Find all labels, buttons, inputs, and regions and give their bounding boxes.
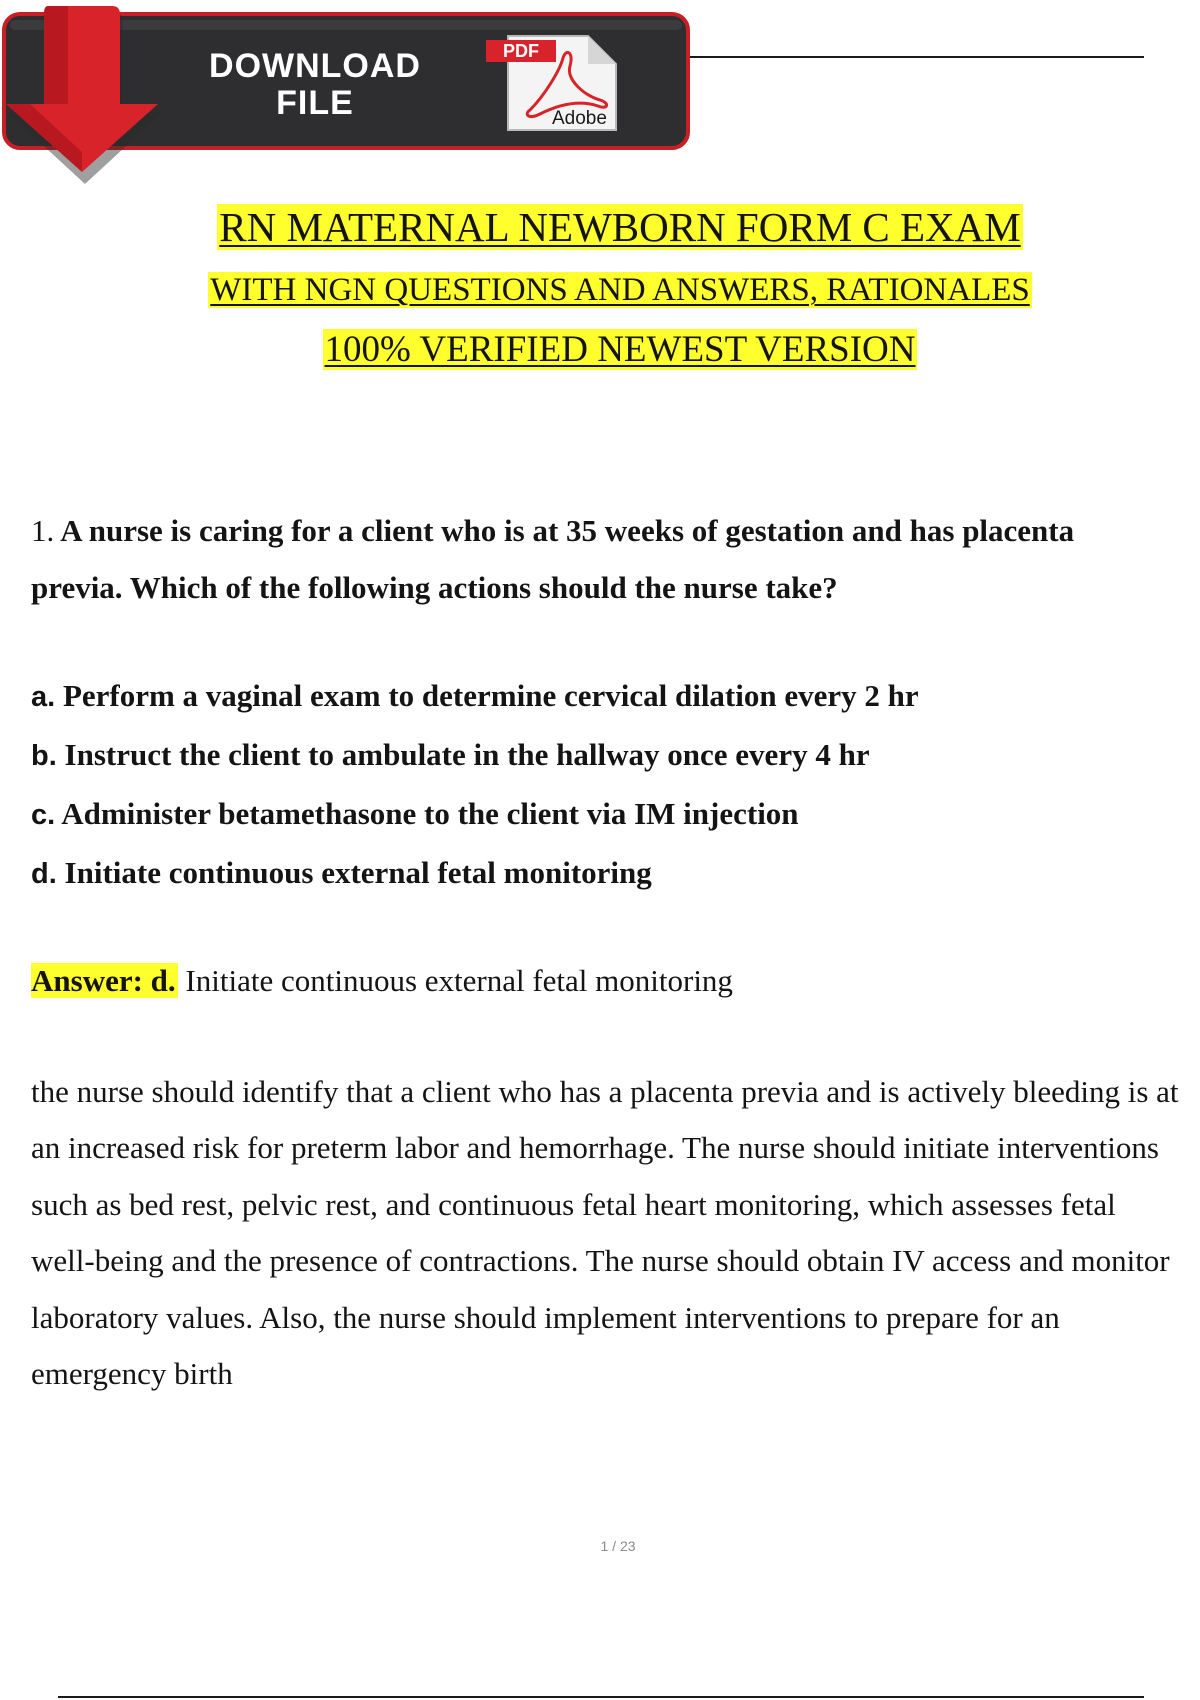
option-text: Instruct the client to ambulate in the hallway once every 4 hr	[64, 737, 870, 772]
option-letter: a.	[31, 681, 56, 713]
option-text: Initiate continuous external fetal monitoring	[64, 855, 652, 890]
option-d	[31, 844, 1151, 903]
page-indicator: 1 / 23	[600, 1538, 636, 1554]
footer-rule	[58, 1696, 1144, 1698]
download-file-banner[interactable]	[0, 0, 700, 190]
option-text: Administer betamethasone to the client via IM injection	[61, 796, 799, 831]
download-label-line1: DOWNLOAD	[209, 47, 421, 85]
adobe-label: Adobe	[552, 108, 607, 129]
answer-options	[31, 667, 1151, 903]
document-subtitle	[0, 267, 1200, 313]
option-letter: b.	[31, 740, 57, 772]
title-line-1: RN MATERNAL NEWBORN FORM C EXAM	[219, 204, 1021, 250]
option-c	[31, 785, 1151, 844]
download-label-line2: FILE	[276, 84, 354, 122]
answer-text: Initiate continuous external fetal monitoring	[185, 963, 733, 998]
download-file-label	[150, 48, 480, 122]
answer-label: Answer: d.	[31, 963, 176, 998]
question-number: 1.	[31, 513, 55, 548]
option-a	[31, 667, 1151, 726]
option-text: Perform a vaginal exam to determine cervical dilation every 2 hr	[62, 678, 919, 713]
question-text: A nurse is caring for a client who is at 35 weeks of gestation and has placenta previa. Which of the following actions should the nurse take?	[31, 513, 1075, 605]
title-line-2: WITH NGN QUESTIONS AND ANSWERS, RATIONALES	[210, 272, 1030, 308]
option-letter: d.	[31, 858, 57, 890]
header-rule	[690, 56, 1144, 58]
title-line-3: 100% VERIFIED NEWEST VERSION	[324, 329, 916, 370]
option-letter: c.	[31, 799, 56, 831]
pdf-badge: PDF	[486, 40, 556, 62]
option-b	[31, 726, 1151, 785]
document-title	[0, 200, 1200, 254]
answer-line	[31, 955, 733, 1007]
document-version	[0, 325, 1200, 375]
rationale-paragraph: the nurse should identify that a client who has a placenta previa and is actively bleeding is at an increased risk for preterm labor and hemorrhage. The nurse should initiate interventions such as bed rest, pelvic rest, and continuous fetal heart monitoring, which assesses fetal well-being and the presence of contractions. The nurse should obtain IV access and monitor laboratory values. Also, the nurse should implement interventions to prepare for an emergency birth	[31, 1074, 1179, 1392]
question-1	[31, 502, 1151, 616]
